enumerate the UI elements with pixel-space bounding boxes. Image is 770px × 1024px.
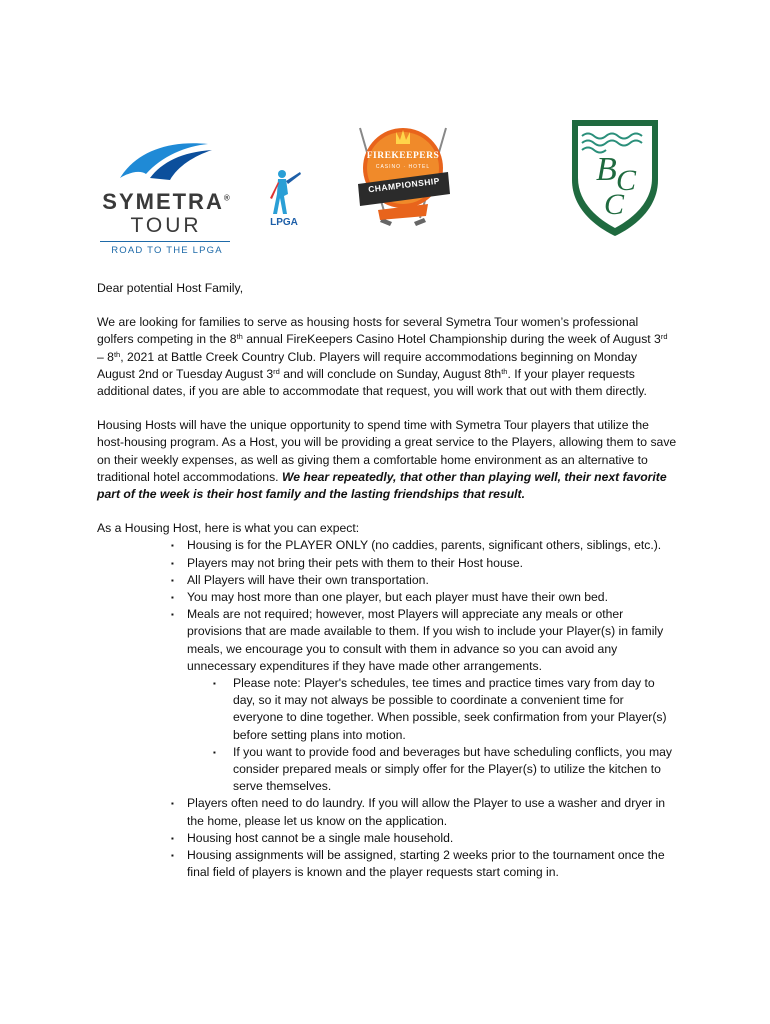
bullet-icon: ▪	[171, 593, 174, 603]
sub-list-item: ▪ Please note: Player's schedules, tee times and practice times vary from day to day, so it may not always be possible to coordinate a convenient time for everyone to dine together. When possible, seek confirmation from your Player(s) before setting plans into motion.	[213, 676, 667, 742]
svg-text:B: B	[596, 151, 617, 188]
bullet-icon: ▪	[213, 679, 216, 689]
symetra-swoosh-icon	[116, 134, 216, 186]
bullet-icon: ▪	[213, 747, 216, 757]
symetra-tagline: ROAD TO THE LPGA	[111, 245, 223, 256]
symetra-tour-logo	[96, 134, 238, 256]
list-item: ▪ Meals are not required; however, most Players will appreciate any meals or other provisions that are made available to them. If you wish to include your Player(s) in family meals, we encourage you to consult with them in advance so you can avoid any unnecessary expenditures if they have made other arrangements. ▪ Please note: Player's schedules, tee times and practice times vary from day to day, so it may not always be possible to coordinate a convenient time for everyone to dine together. When possible, seek confirmation from your Player(s) before setting plans into motion. ▪ If you want to provide food and beverages but have scheduling conflicts, you may consider prepared meals or simply offer for the Player(s) to utilize the kitchen to serve themselves.	[97, 606, 677, 795]
symetra-tour-word: TOUR	[130, 214, 202, 237]
bullet-icon: ▪	[171, 799, 174, 809]
list-item: ▪ Housing assignments will be assigned, starting 2 weeks prior to the tournament once the final field of players is known and the player requests start coming in.	[171, 848, 665, 880]
registered-mark: ®	[223, 193, 230, 203]
firekeepers-wordmark: FIREKEEPERS	[366, 151, 440, 161]
bullet-icon: ▪	[171, 541, 174, 551]
firekeepers-badge-icon	[338, 118, 468, 230]
logo-strip	[0, 110, 770, 256]
bcc-monogram	[570, 118, 660, 238]
list-item: ▪ Housing is for the PLAYER ONLY (no caddies, parents, significant others, siblings, etc.).	[97, 537, 677, 554]
bullet-icon: ▪	[171, 833, 174, 843]
golfer-silhouette-icon	[262, 168, 306, 218]
meals-sub-list	[187, 675, 677, 795]
lpga-wordmark: LPGA	[270, 217, 298, 228]
lpga-logo	[262, 168, 306, 232]
symetra-wordmark: SYMETRA	[102, 189, 224, 214]
bullet-icon: ▪	[171, 558, 174, 568]
expectations-list	[97, 537, 677, 881]
list-item: ▪ Housing host cannot be a single male household.	[97, 830, 677, 847]
battle-creek-country-club-crest	[570, 118, 660, 238]
svg-text:C: C	[616, 164, 637, 197]
bullet-icon: ▪	[171, 575, 174, 585]
championship-banner-text: CHAMPIONSHIP	[367, 175, 441, 195]
salutation: Dear potential Host Family,	[97, 281, 244, 295]
intro-paragraph: We are looking for families to serve as housing hosts for several Symetra Tour women’s professional golfers competing in the 8th annual FireKeepers Casino Hotel Championship during the week of August 3rd – 8th, 2021 at Battle Creek Country Club. Players will require accommodations beginning on Monday August 2nd or Tuesday August 3rd and will conclude on Sunday, August $8th^{th}$. If your player requests additional dates, if you are able to accommodate that request, you will work that out with them directly.	[97, 315, 668, 399]
list-item: ▪ You may host more than one player, but each player must have their own bed.	[97, 589, 677, 606]
bullet-icon: ▪	[171, 851, 174, 861]
svg-text:C: C	[604, 188, 625, 221]
firekeepers-subtitle: CASINO · HOTEL	[375, 164, 431, 170]
letter-body	[97, 280, 677, 882]
sub-list-item: ▪ If you want to provide food and beverages but have scheduling conflicts, you may consider prepared meals or simply offer for the Player(s) to utilize the kitchen to serve themselves.	[213, 744, 673, 794]
housing-hosts-paragraph: Housing Hosts will have the unique opportunity to spend time with Symetra Tour players that utilize the host-housing program. As a Host, you will be providing a great service to the Players, allowing them to save on their weekly expenses, as well as giving them a comfortable home environment as an alternative to traditional hotel accommodations. We hear repeatedly, that other than playing well, their next favorite part of the week is their host family and the lasting friendships that result.	[97, 418, 677, 502]
emphasized-quote: We hear repeatedly, that other than playing well, their next favorite part of the week is their host family and the lasting friendships that result.	[97, 469, 667, 502]
bullet-icon: ▪	[171, 610, 174, 620]
firekeepers-championship-logo	[338, 118, 468, 230]
expectations-intro: As a Housing Host, here is what you can expect:	[97, 521, 360, 536]
list-item: ▪ All Players will have their own transportation.	[97, 572, 677, 589]
symetra-divider	[100, 241, 230, 242]
list-item: ▪ Players often need to do laundry. If you will allow the Player to use a washer and dryer in the home, please let us know on the application.	[171, 796, 666, 828]
list-item: ▪ Players may not bring their pets with them to their Host house.	[97, 555, 677, 572]
